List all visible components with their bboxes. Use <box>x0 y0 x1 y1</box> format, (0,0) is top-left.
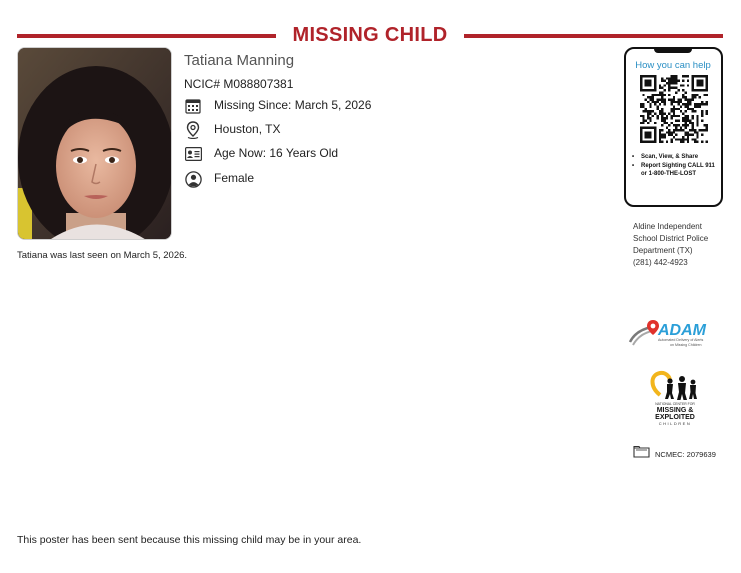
agency-contact <box>633 221 729 269</box>
help-card <box>624 47 723 207</box>
age-row <box>184 144 339 164</box>
adam-tagline-1: Automated Delivery of Alerts <box>658 338 704 342</box>
help-item-report: • Report Sighting CALL 911 or 1-800-THE-LOST <box>632 162 720 178</box>
adam-logo <box>628 318 720 352</box>
agency-line: Department (TX) <box>633 246 693 255</box>
ncic-number: NCIC# M088807381 <box>184 77 294 91</box>
missing-since: Missing Since: March 5, 2026 <box>214 98 372 112</box>
location: Houston, TX <box>214 122 281 136</box>
adam-tagline-2: on Missing Children <box>670 343 702 347</box>
phone-notch <box>654 48 692 53</box>
folder-icon <box>633 445 650 463</box>
ncmec-line1: MISSING & <box>656 407 694 414</box>
agency-line: School District Police <box>633 234 709 243</box>
child-photo <box>17 47 172 240</box>
help-title: How you can help <box>635 60 711 71</box>
ncmec-top-text: NATIONAL CENTER FOR <box>655 402 695 406</box>
footer-note: This poster has been sent because this missing child may be in your area. <box>17 534 362 546</box>
header-rule-left <box>17 34 276 38</box>
age-now: Age Now: 16 Years Old <box>214 146 339 160</box>
ncmec-case-number: NCMEC: 2079639 <box>655 449 716 459</box>
header-rule-right <box>464 34 723 38</box>
sex: Female <box>214 171 255 185</box>
person-icon <box>184 170 202 188</box>
ncmec-line3: CHILDREN <box>658 421 692 426</box>
last-seen-note: Tatiana was last seen on March 5, 2026. <box>17 250 188 261</box>
child-name: Tatiana Manning <box>184 52 295 69</box>
id-card-icon <box>184 145 202 163</box>
poster-title: MISSING CHILD <box>292 24 448 46</box>
help-item-share: • Scan, View, & Share <box>632 153 720 161</box>
ncmec-line2: EXPLOITED <box>655 414 695 421</box>
sex-row <box>184 169 255 189</box>
agency-line: Aldine Independent <box>633 222 702 231</box>
missing-since-row <box>184 96 372 116</box>
qr-code[interactable] <box>640 75 708 143</box>
calendar-icon <box>184 97 202 115</box>
location-row <box>184 120 281 140</box>
ncmec-case-row <box>633 447 716 461</box>
help-list <box>632 153 720 179</box>
ncmec-logo <box>646 369 704 429</box>
location-pin-icon <box>184 121 202 139</box>
agency-phone: (281) 442-4923 <box>633 258 688 267</box>
adam-wordmark: ADAM <box>658 322 706 339</box>
